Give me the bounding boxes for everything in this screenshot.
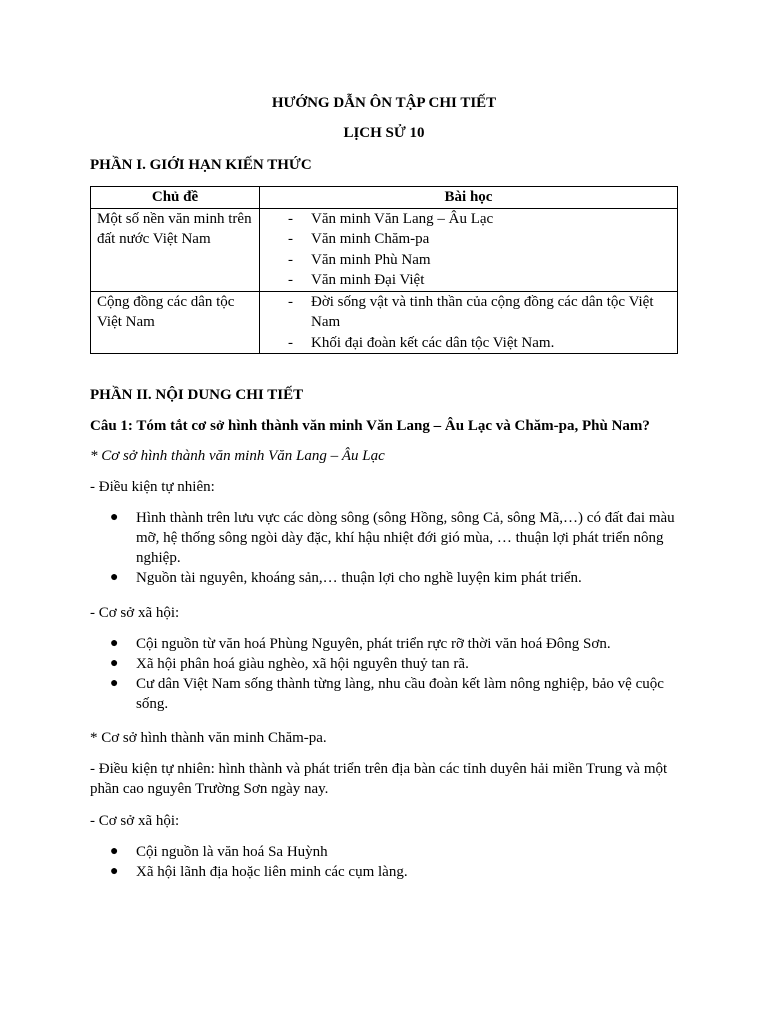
table-header-row (91, 187, 678, 209)
list-item: ● Cư dân Việt Nam sống thành từng làng, nhu cầu đoàn kết làm nông nghiệp, bảo vệ cuộc sống. (110, 676, 664, 712)
list-item: - Khối đại đoàn kết các dân tộc Việt Nam. (266, 333, 671, 354)
vanlang-social-label: - Cơ sở xã hội: (90, 605, 180, 621)
list-item: - Văn minh Chăm-pa (266, 229, 671, 250)
list-item: - Đời sống vật và tinh thần của cộng đồng các dân tộc Việt Nam (266, 292, 671, 333)
doc-title: HƯỚNG DẪN ÔN TẬP CHI TIẾT (271, 95, 497, 111)
section-vanlang-heading: * Cơ sở hình thành văn minh Văn Lang – Âu Lạc (90, 448, 385, 464)
vanlang-social-list (90, 634, 680, 714)
bullet-icon: ● (110, 656, 119, 671)
bullet-icon: ● (110, 570, 119, 585)
bullet-icon: ● (110, 844, 119, 859)
bullet-icon: ● (110, 510, 119, 525)
part1-heading: PHẦN I. GIỚI HẠN KIẾN THỨC (90, 157, 312, 173)
bullet-icon: ● (110, 864, 119, 879)
lesson-list (266, 209, 671, 291)
part2-heading: PHẦN II. NỘI DUNG CHI TIẾT (90, 387, 304, 403)
list-item: ● Nguồn tài nguyên, khoáng sản,… thuận lợi cho nghề luyện kim phát triển. (110, 570, 582, 586)
list-item: - Văn minh Văn Lang – Âu Lạc (266, 209, 671, 230)
list-item: ● Cội nguồn từ văn hoá Phùng Nguyên, phát triển rực rỡ thời văn hoá Đông Sơn. (110, 636, 611, 652)
section-champa-heading: * Cơ sở hình thành văn minh Chăm-pa. (90, 730, 327, 746)
table-cell-topic: Một số nền văn minh trên đất nước Việt Nam (91, 208, 260, 291)
list-item: ● Hình thành trên lưu vực các dòng sông (sông Hồng, sông Cả, sông Mã,…) có đất đai màu mỡ, hệ thống sông ngòi dày đặc, khí hậu nhiệt đới gió mùa, … thuận lợi phát triển nông nghiệp. (110, 510, 675, 566)
question-1: Câu 1: Tóm tắt cơ sở hình thành văn minh Văn Lang – Âu Lạc và Chăm-pa, Phù Nam? (90, 418, 650, 434)
bullet-icon: ● (110, 636, 119, 651)
table-row (91, 291, 678, 354)
champa-social-list (90, 842, 680, 882)
vanlang-nature-label: - Điều kiện tự nhiên: (90, 479, 215, 495)
topics-table (90, 186, 678, 354)
table-header-topic: Chủ đề (91, 187, 260, 209)
bullet-icon: ● (110, 676, 119, 691)
champa-social-label: - Cơ sở xã hội: (90, 813, 180, 829)
doc-subtitle: LỊCH SỬ 10 (343, 125, 425, 141)
table-cell-lessons (260, 208, 678, 291)
lesson-list (266, 292, 671, 354)
list-item: ● Xã hội lãnh địa hoặc liên minh các cụm làng. (110, 864, 408, 880)
table-cell-lessons (260, 291, 678, 354)
table-header-lessons: Bài học (260, 187, 678, 209)
table-row (91, 208, 678, 291)
champa-nature-text: - Điều kiện tự nhiên: hình thành và phát triển trên địa bàn các tỉnh duyên hải miền Trung và một phần cao nguyên Trường Sơn ngày nay. (90, 761, 668, 797)
vanlang-nature-list (90, 508, 680, 588)
list-item: ● Cội nguồn là văn hoá Sa Huỳnh (110, 844, 328, 860)
list-item: - Văn minh Đại Việt (266, 270, 671, 291)
list-item: ● Xã hội phân hoá giàu nghèo, xã hội nguyên thuỷ tan rã. (110, 656, 469, 672)
table-cell-topic: Cộng đồng các dân tộc Việt Nam (91, 291, 260, 354)
list-item: - Văn minh Phù Nam (266, 250, 671, 271)
